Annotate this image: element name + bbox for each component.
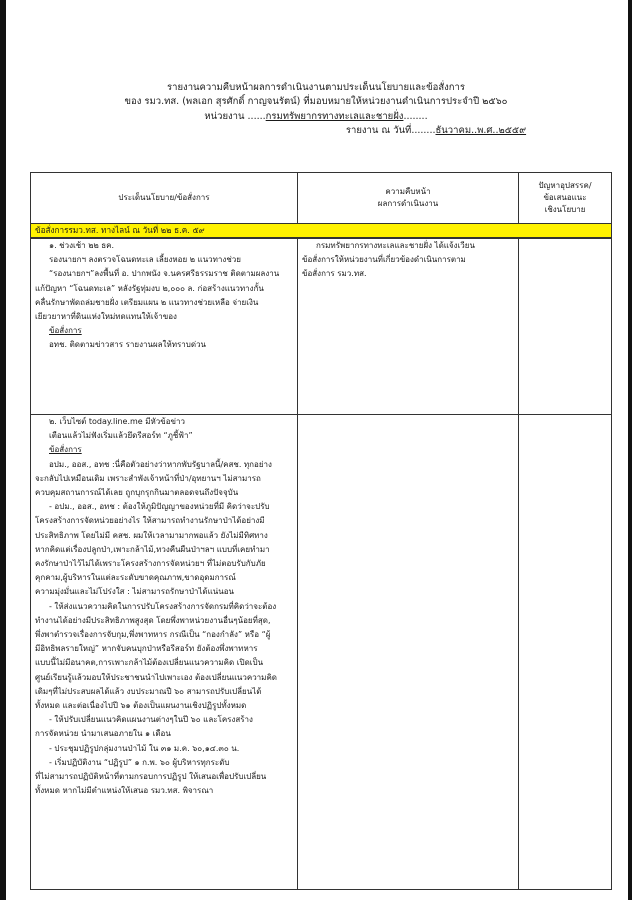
row1-line: อทช. ติดตามข่าวสาร รายงานผลให้ทราบด่วน <box>49 340 207 350</box>
agency-label: หน่วยงาน <box>204 111 245 122</box>
report-title-line2: ของ รมว.ทส. (พลเอก สุรศักดิ์ กาญจนรัตน์) ที่มอบหมายให้หน่วยงานดำเนินการประจำปี ๒๕๖๐ <box>124 96 508 107</box>
section-row <box>31 224 612 239</box>
col-header-problem-line3: เชิงนโยบาย <box>544 205 586 214</box>
agency-dots-before: ...... <box>247 111 266 122</box>
row1-policy-cell <box>31 238 298 415</box>
row2-line: จะกลับไปเหมือนเดิม เพราะสำพังเจ้าหน้าที่ป่า/อุทยานฯ ไม่สามารถ <box>35 473 261 483</box>
agency-name: กรมทรัพยากรทางทะเลและชายฝั่ง <box>265 111 404 122</box>
row2-line: - เริ่มปฏิบัติงาน “ปฏิรูป” ๑ ก.พ. ๖๐ ผู้บริหารทุกระดับ <box>49 757 230 767</box>
row2-line: ๒. เว็บไซต์ today.line.me มีหัวข้อข่าว <box>49 417 186 426</box>
report-date-dots: ........ <box>411 125 436 136</box>
report-title-line1: รายงานความคืบหน้าผลการดำเนินงานตามประเด็นนโยบายและข้อสั่งการ <box>167 82 465 93</box>
col-header-problem <box>519 173 612 224</box>
row2-line: - ประชุมปฏิรูปกลุ่มงานป่าไม้ ใน ๓๑ ม.ค. ๖๐,๑๔.๓๐ น. <box>49 743 240 753</box>
row2-line: พึ่งพาตำรวจเรื่องการจับกุม,พึ่งพาทหาร กรณีเป็น “กองกำลัง” หรือ “ผู้ <box>35 630 271 640</box>
row2-line: ทั้งหมด และต่อเนื่องไปปี ๖๑ ต้องเป็นแผนงานเชิงปฏิรูปทั้งหมด <box>35 701 247 711</box>
row2-line: เตือนแล้วไม่ฟังเริ่มแล้วยึดรีสอร์ท “ภูชี้ฟ้า” <box>49 431 193 441</box>
row1-line: เยียวยาหาที่ดินแห่งใหม่ทดแทนให้เจ้าของ <box>35 312 177 322</box>
report-date-value: ธันวาคม..พ.ศ..๒๕๕๙ <box>435 125 527 136</box>
row2-line: ทั้งหมด หากไม่มีตำแหน่งให้เสนอ รมว.ทส. พิจารณา <box>35 786 214 796</box>
row1-progress-line: ข้อสั่งการ รมว.ทส. <box>302 269 367 279</box>
col-header-progress-line2: ผลการดำเนินงาน <box>377 199 439 208</box>
row1-line: “รองนายกฯ”ลงพื้นที่ อ. ปากพนัง จ.นครศรีธรรมราช ติดตามผลงาน <box>49 269 280 279</box>
row2-line: โครงสร้างการจัดหน่วยอย่างไร ให้สามารถทำงานรักษาป่าได้อย่างมี <box>35 516 265 526</box>
row2-line: ความมุ่งมั่นและไม่โปร่งใส : ไม่สามารถรักษาป่าได้แน่นอน <box>35 587 234 597</box>
col-header-problem-line2: ข้อเสนอแนะ <box>543 193 587 202</box>
section-label: ข้อสั่งการรมว.ทส. ทางไลน์ ณ วันที่ ๒๒ ธ.ค. ๕๙ <box>31 224 612 239</box>
row2-line: - อปม., ออส., อทช : ต้องให้ภูมิปัญญาของหน่วยที่มี คิดว่าจะปรับ <box>49 502 270 512</box>
row2-line: - ให้ปรับเปลี่ยนแนวคิดแผนงานต่างๆในปี ๖๐ และโครงสร้าง <box>49 715 253 725</box>
row2-line: คุกคาม,ผู้บริหารในแต่ละระดับขาดคุณภาพ,ขาดอุดมการณ์ <box>35 573 236 583</box>
col-header-problem-line1: ปัญหาอุปสรรค/ <box>538 181 592 190</box>
row2-line: ทำงานได้อย่างมีประสิทธิภาพสูงสุด โดยพึ่งพาหน่วยงานอื่นๆน้อยที่สุด, <box>35 615 271 625</box>
row1-subheading: ข้อสั่งการ <box>49 326 82 336</box>
row2-line: การจัดหน่วย นำมาเสนอภายใน ๑ เดือน <box>35 729 171 739</box>
row1-line: แก้ปัญหา “โฉนดทะเล” หลังรัฐทุ่มงบ ๒,๐๐๐ ล. ก่อสร้างแนวทางกั้น <box>35 283 264 293</box>
scan-border-left <box>0 0 6 900</box>
agency-line <box>0 110 632 124</box>
row2-policy-cell <box>31 415 298 890</box>
row2-line: ควบคุมสถานการณ์ได้เลย ถูกบุกรุกกินมาตลอดจนถึงปัจจุบัน <box>35 488 239 498</box>
row1-problem-cell <box>519 238 612 415</box>
row1-progress-line: กรมทรัพยากรทางทะเลและชายฝั่ง ได้แจ้งเวียน <box>316 241 475 250</box>
col-header-progress <box>298 173 519 224</box>
row2-line: หากคิดแต่เรื่องปลูกป่า,เพาะกล้าไม้,ทวงคืนผืนป่าฯลฯ แบบที่เคยทำมา <box>35 544 270 554</box>
report-date-line <box>120 124 632 138</box>
row1-line: ๑. ช่วงเช้า ๒๒ ธค. <box>49 241 115 250</box>
table-row <box>31 238 612 415</box>
agency-dots-after: ........ <box>403 111 428 122</box>
row2-line: - ให้ส่งแนวความคิดในการปรับโครงสร้างการจัดกรมที่คิดว่าจะต้อง <box>49 601 277 611</box>
row2-problem-cell <box>519 415 612 890</box>
row1-progress-line: ข้อสั่งการให้หน่วยงานที่เกี่ยวข้องดำเนินการตาม <box>302 255 466 265</box>
table-row <box>31 415 612 890</box>
row2-progress-cell <box>298 415 519 890</box>
col-header-progress-line1: ความคืบหน้า <box>385 187 431 196</box>
row2-line: ศูนย์เรียนรู้แล้วมอบให้ประชาชนนำไปเพาะเอง ต้องเปลี่ยนแนวความคิด <box>35 672 277 682</box>
row2-line: เดิมๆที่ไม่ประสบผลได้แล้ว งบประมาณปี ๖๐ สามารถปรับเปลี่ยนได้ <box>35 686 262 696</box>
row2-line: มีอิทธิพลรายใหญ่” หากจับคนบุกป่าหรือรีสอร์ท ยังต้องพึ่งพาทหาร <box>35 644 258 654</box>
row2-line: ประสิทธิภาพ โดยไม่มี คสช. ผมให้เวลามามากพอแล้ว ยังไม่มีทิศทาง <box>35 530 268 540</box>
row2-line: คงรักษาป่าไว้ไม่ได้เพราะโครงสร้างการจัดหน่วยฯ ที่ไม่ตอบรับกับภัย <box>35 559 266 569</box>
row2-line: อปม., ออส., อทช :นี่คือตัวอย่างว่าหากพับรัฐบาลนี้/คสช. ทุกอย่าง <box>49 459 272 469</box>
row2-line: แบบนี้ไม่มีอนาคต,การเพาะกล้าไม้ต้องเปลี่ยนแนวความคิด เปิดเป็น <box>35 658 264 668</box>
row1-line: รองนายกฯ ลงตรวจโฉนดทะเล เลี้ยงหอย ๒ แนวทางช่วย <box>49 255 241 265</box>
row2-line: ที่ไม่สามารถปฏิบัติหน้าที่ตามกรอบการปฏิรูป ให้เสนอเพื่อปรับเปลี่ยน <box>35 772 267 782</box>
policy-progress-table <box>30 172 612 890</box>
row2-subheading: ข้อสั่งการ <box>49 445 82 455</box>
report-date-label: รายงาน ณ วันที่ <box>345 125 412 136</box>
col-header-policy: ประเด็นนโยบาย/ข้อสั่งการ <box>31 173 298 224</box>
row1-progress-cell <box>298 238 519 415</box>
row1-line: คลื่นรักษาพัดถล่มชายฝั่ง เตรียมแผน ๒ แนวทางช่วยเหลือ จ่ายเงิน <box>35 297 259 307</box>
table-header-row <box>31 173 612 224</box>
